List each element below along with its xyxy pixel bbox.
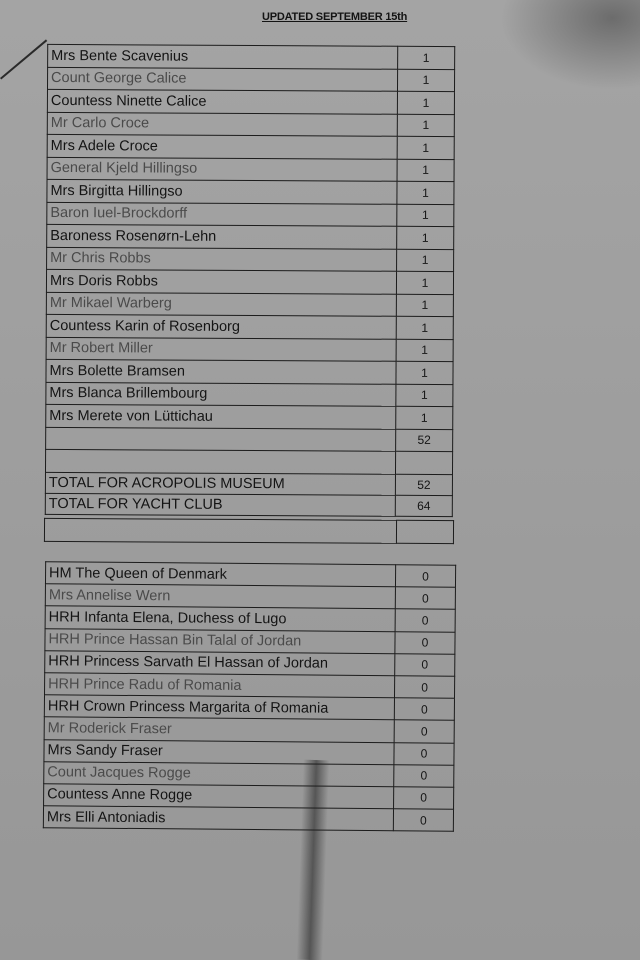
guest-count: 0 bbox=[393, 809, 453, 832]
guest-name: Mrs Birgitta Hillingso bbox=[47, 179, 397, 203]
guest-count: 1 bbox=[396, 384, 453, 407]
guest-name: Baroness Rosenørn-Lehn bbox=[47, 224, 397, 248]
guest-count: 1 bbox=[398, 46, 455, 69]
guest-name: Mrs Annelise Wern bbox=[45, 584, 395, 609]
guest-count: 1 bbox=[397, 114, 454, 137]
guest-name: General Kjeld Hillingso bbox=[47, 157, 397, 181]
guest-count: 1 bbox=[396, 339, 453, 362]
guest-count: 0 bbox=[394, 676, 454, 699]
guest-count: 1 bbox=[397, 159, 454, 182]
guest-name: Mrs Doris Robbs bbox=[46, 269, 396, 293]
guest-name: HRH Crown Princess Margarita of Romania bbox=[44, 695, 394, 720]
guest-name: HM The Queen of Denmark bbox=[45, 562, 395, 587]
table-row bbox=[47, 224, 454, 249]
guest-count: 0 bbox=[395, 587, 455, 610]
guest-count: 1 bbox=[397, 69, 454, 92]
subtotal-row bbox=[46, 427, 453, 452]
guest-name: Mrs Sandy Fraser bbox=[44, 739, 394, 764]
total-row bbox=[45, 493, 452, 516]
guest-name: Mrs Elli Antoniadis bbox=[43, 806, 393, 831]
guest-name: HRH Prince Radu of Romania bbox=[45, 673, 395, 698]
guest-count: 0 bbox=[394, 720, 454, 743]
guest-name: Mr Mikael Warberg bbox=[46, 292, 396, 316]
guest-name: Mrs Merete von Lüttichau bbox=[46, 404, 396, 428]
total-row bbox=[45, 472, 452, 495]
blank-row bbox=[44, 518, 453, 543]
guest-name: Count George Calice bbox=[47, 67, 397, 91]
table-row bbox=[43, 806, 453, 832]
total-label: TOTAL FOR ACROPOLIS MUSEUM bbox=[45, 472, 395, 495]
total-value: 64 bbox=[395, 495, 452, 516]
subtotal-value: 52 bbox=[396, 429, 453, 452]
table-row bbox=[47, 157, 454, 182]
guest-name: Countess Ninette Calice bbox=[47, 89, 397, 113]
guest-count: 1 bbox=[397, 91, 454, 114]
guest-count: 0 bbox=[394, 742, 454, 765]
table-row bbox=[46, 292, 453, 317]
guest-name: Mrs Blanca Brillembourg bbox=[46, 382, 396, 406]
guest-count: 0 bbox=[395, 631, 455, 654]
empty-cell bbox=[396, 520, 453, 543]
guest-count: 1 bbox=[397, 204, 454, 227]
total-value: 52 bbox=[395, 474, 452, 495]
table-row bbox=[46, 359, 453, 384]
guest-table-not-attending bbox=[43, 561, 456, 832]
table-row bbox=[48, 44, 455, 69]
guest-count: 0 bbox=[395, 565, 455, 588]
guest-count: 1 bbox=[397, 181, 454, 204]
blank-separator-table bbox=[44, 518, 454, 544]
guest-name: Count Jacques Rogge bbox=[44, 761, 394, 786]
empty-cell bbox=[395, 451, 452, 474]
guest-name: Mrs Bente Scavenius bbox=[48, 44, 398, 68]
guest-name: Mr Robert Miller bbox=[46, 337, 396, 361]
guest-name: Mrs Bolette Bramsen bbox=[46, 359, 396, 383]
guest-count: 1 bbox=[397, 226, 454, 249]
guest-name: Mrs Adele Croce bbox=[47, 134, 397, 158]
table-row bbox=[46, 337, 453, 362]
table-row bbox=[47, 89, 454, 114]
table-row bbox=[47, 134, 454, 159]
guest-count: 1 bbox=[396, 271, 453, 294]
guest-name: Baron Iuel-Brockdorff bbox=[47, 202, 397, 226]
guest-count: 0 bbox=[394, 764, 454, 787]
guest-count: 1 bbox=[397, 249, 454, 272]
guest-name: Countess Karin of Rosenborg bbox=[46, 314, 396, 338]
table-row bbox=[46, 269, 453, 294]
table-row bbox=[47, 247, 454, 272]
table-row bbox=[46, 404, 453, 429]
guest-name: HRH Infanta Elena, Duchess of Lugo bbox=[45, 606, 395, 631]
guest-count: 0 bbox=[394, 698, 454, 721]
table-row bbox=[46, 314, 453, 339]
guest-count: 0 bbox=[395, 654, 455, 677]
guest-name: HRH Princess Sarvath El Hassan of Jordan bbox=[45, 650, 395, 675]
document-title: UPDATED SEPTEMBER 15th bbox=[262, 11, 408, 23]
guest-table-accepted bbox=[45, 44, 455, 517]
guest-name: HRH Prince Hassan Bin Talal of Jordan bbox=[45, 628, 395, 653]
guest-count: 0 bbox=[395, 609, 455, 632]
empty-cell bbox=[45, 449, 395, 473]
table-row bbox=[47, 202, 454, 227]
guest-count: 1 bbox=[396, 406, 453, 429]
guest-name: Mr Carlo Croce bbox=[47, 112, 397, 136]
empty-cell bbox=[46, 427, 396, 451]
blank-row bbox=[45, 449, 452, 474]
guest-count: 1 bbox=[397, 136, 454, 159]
guest-count: 1 bbox=[396, 316, 453, 339]
guest-count: 1 bbox=[396, 361, 453, 384]
table-row bbox=[47, 112, 454, 137]
table-row bbox=[46, 382, 453, 407]
guest-name: Mr Roderick Fraser bbox=[44, 717, 394, 742]
table-row bbox=[47, 179, 454, 204]
guest-count: 0 bbox=[394, 787, 454, 810]
table-row bbox=[47, 67, 454, 92]
guest-name: Mr Chris Robbs bbox=[47, 247, 397, 271]
smudge-mark bbox=[500, 0, 640, 90]
guest-count: 1 bbox=[396, 294, 453, 317]
pen-stroke-mark bbox=[0, 39, 47, 79]
total-label: TOTAL FOR YACHT CLUB bbox=[45, 493, 395, 516]
empty-cell bbox=[44, 518, 396, 542]
guest-name: Countess Anne Rogge bbox=[44, 784, 394, 809]
